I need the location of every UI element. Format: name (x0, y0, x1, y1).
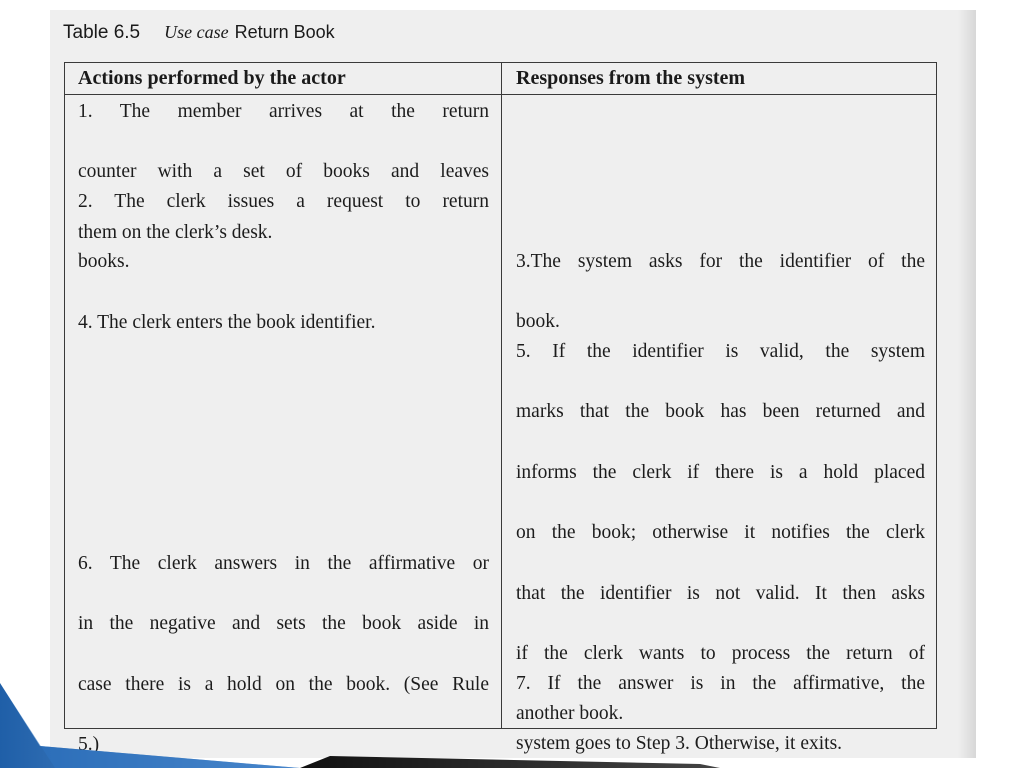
system-step-7: 7. If the answer is in the affirmative, the system goes to Step 3. Otherwise, it exits. (516, 673, 925, 755)
column-divider (501, 63, 502, 728)
use-case-table (64, 62, 937, 756)
book-page (50, 10, 976, 758)
header-actor-actions: Actions performed by the actor (78, 67, 346, 89)
slide-accent-band (0, 648, 1024, 768)
table-caption (63, 22, 335, 44)
actor-step-1: 1. The member arrives at the return counter with a set of books and leaves them on the clerk’s desk. (78, 101, 489, 243)
system-step-3: 3.The system asks for the identifier of the book. (516, 251, 925, 333)
actor-step-4: 4. The clerk enters the book identifier. (78, 312, 376, 333)
header-system-responses: Responses from the system (516, 67, 746, 89)
page-edge-shadow (958, 10, 976, 758)
system-step-5: 5. If the identifier is valid, the system marks that the book has been returned and informs the clerk if there is a hold placed on the book; otherwise it notifies the clerk that the identifier is not valid. It then asks if the clerk wants to process the return of another book. (516, 341, 925, 725)
header-divider (65, 94, 936, 95)
table-number: Table 6.5 (63, 22, 141, 43)
actor-step-6: 6. The clerk answers in the affirmative or in the negative and sets the book aside in case there is a hold on the book. (See Rule 5.) (78, 553, 489, 756)
actor-step-2: 2. The clerk issues a request to return books. (78, 191, 489, 273)
caption-use-case: Use case (164, 22, 229, 42)
caption-title: Return Book (234, 22, 335, 42)
